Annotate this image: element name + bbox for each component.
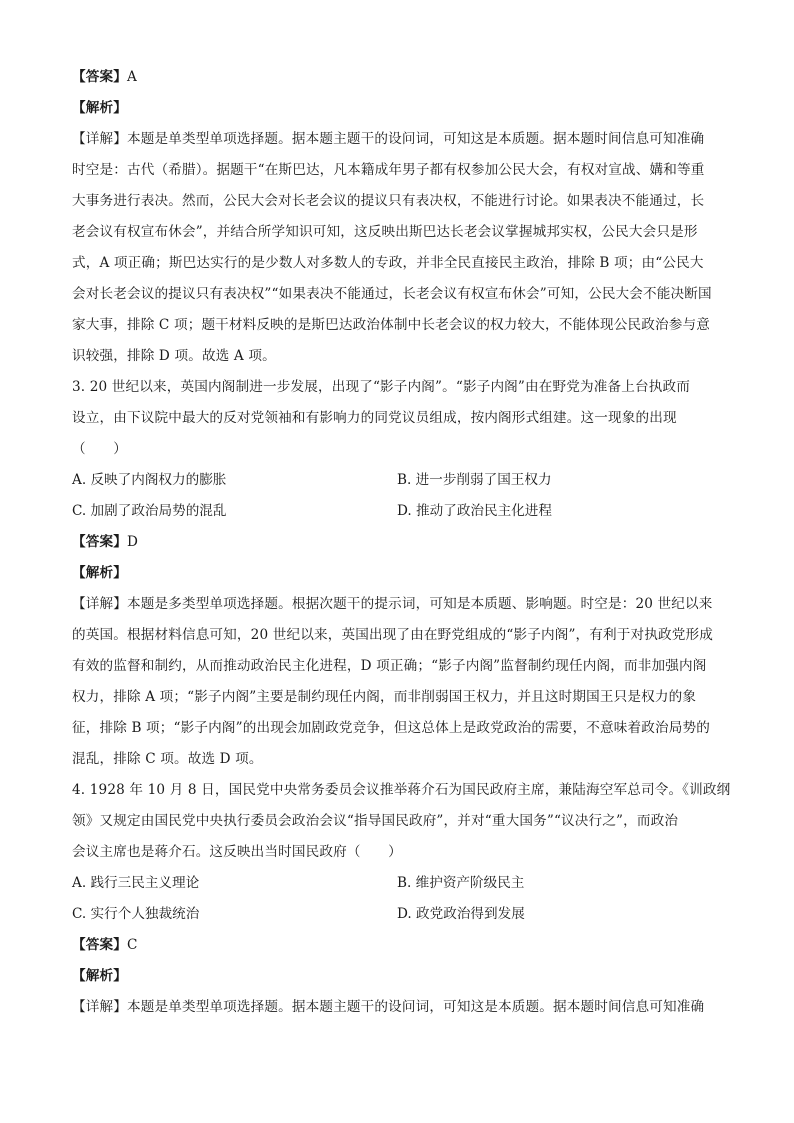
question-line: 领》又规定由国民党中央执行委员会政治会议“指导国民政府”，并对“重大国务”“议决行之”，而政治: [72, 813, 679, 829]
document-page: [72, 62, 731, 1023]
question-stem: [72, 372, 722, 465]
detail-line: 的英国。根据材料信息可知，20 世纪以来，英国出现了由在野党组成的“影子内阁”，有利于对执政党形成: [72, 627, 713, 643]
option-choice: A. 反映了内阁权力的膨胀: [72, 472, 227, 488]
detail-line: 式，A 项正确；斯巴达实行的是少数人对多数人的专政，并非全民直接民主政治，排除 B 项；由“公民大: [72, 255, 704, 271]
question-stem: [72, 775, 731, 868]
answer-line: [72, 527, 722, 558]
answer-value: D: [126, 534, 139, 550]
option-choice: D. 政党政治得到发展: [397, 906, 525, 922]
question-line: 会议主席也是蒋介石。这反映出当时国民政府（ ）: [72, 844, 402, 860]
answer-value: C: [126, 937, 138, 953]
question-line: 3. 20 世纪以来，英国内阁制进一步发展，出现了“影子内阁”。“影子内阁”由在野党为准备上台执政而: [72, 379, 690, 395]
options-row: [72, 496, 722, 527]
options-row: [72, 868, 722, 899]
detail-paragraph: [72, 124, 722, 372]
detail-line: 老会议有权宣布休会”，并结合所学知识可知，这反映出斯巴达长老会议掌握城邦实权，公民大会只是形: [72, 224, 698, 240]
detail-line: 【详解】本题是单类型单项选择题。据本题主题干的设问词，可知这是本质题。据本题时间信息可知准确: [72, 131, 705, 147]
analysis-label: 【解析】: [72, 565, 127, 581]
answer-label: 【答案】: [72, 534, 127, 550]
detail-line: 【详解】本题是多类型单项选择题。根据次题干的提示词，可知是本质题、影响题。时空是：20 世纪以来: [72, 596, 713, 612]
analysis-label: 【解析】: [72, 968, 127, 984]
answer-value: A: [126, 69, 137, 85]
options-row: [72, 465, 722, 496]
question-line: 设立，由下议院中最大的反对党领袖和有影响力的同党议员组成，按内阁形式组建。这一现象的出现: [72, 410, 677, 426]
answer-line: [72, 930, 722, 961]
detail-line: 识较强，排除 D 项。故选 A 项。: [72, 348, 276, 364]
detail-line: 会对长老会议的提议只有表决权”“如果表决不能通过，长老会议有权宣布休会”可知，公民大会不能决断国: [72, 286, 712, 302]
detail-paragraph: [72, 589, 722, 775]
detail-line: 时空是：古代（希腊）。据题干“在斯巴达，凡本籍成年男子都有权参加公民大会，有权对宣战、媾和等重: [72, 162, 705, 178]
detail-line: 征，排除 B 项；“影子内阁”的出现会加剧政党竞争，但这总体上是政党政治的需要，不意味着政治局势的: [72, 720, 711, 736]
analysis-label: 【解析】: [72, 100, 127, 116]
answer-line: [72, 62, 722, 93]
question-line: 4. 1928 年 10 月 8 日，国民党中央常务委员会议推举蒋介石为国民政府主席，兼陆海空军总司令。《训政纲: [72, 782, 731, 798]
option-choice: D. 推动了政治民主化进程: [397, 503, 552, 519]
option-choice: A. 践行三民主义理论: [72, 875, 200, 891]
detail-line: 混乱，排除 C 项。故选 D 项。: [72, 751, 263, 767]
detail-line: 大事务进行表决。然而，公民大会对长老会议的提议只有表决权，不能进行讨论。如果表决不能通过，长: [72, 193, 705, 209]
detail-line: 权力，排除 A 项；“影子内阁”主要是制约现任内阁，而非削弱国王权力，并且这时期国王只是权力的象: [72, 689, 697, 705]
answer-label: 【答案】: [72, 937, 127, 953]
option-choice: B. 维护资产阶级民主: [397, 875, 525, 891]
option-choice: C. 实行个人独裁统治: [72, 906, 200, 922]
option-choice: B. 进一步削弱了国王权力: [397, 472, 552, 488]
question-line: （ ）: [72, 441, 127, 457]
detail-line: 【详解】本题是单类型单项选择题。据本题主题干的设问词，可知这是本质题。据本题时间信息可知准确: [72, 999, 705, 1015]
detail-line: 家大事，排除 C 项；题干材料反映的是斯巴达政治体制中长老会议的权力较大，不能体现公民政治参与意: [72, 317, 710, 333]
detail-line: 有效的监督和制约，从而推动政治民主化进程，D 项正确；“影子内阁”监督制约现任内阁，而非加强内阁: [72, 658, 707, 674]
detail-paragraph: [72, 992, 722, 1023]
options-row: [72, 899, 722, 930]
option-choice: C. 加剧了政治局势的混乱: [72, 503, 227, 519]
answer-label: 【答案】: [72, 69, 127, 85]
